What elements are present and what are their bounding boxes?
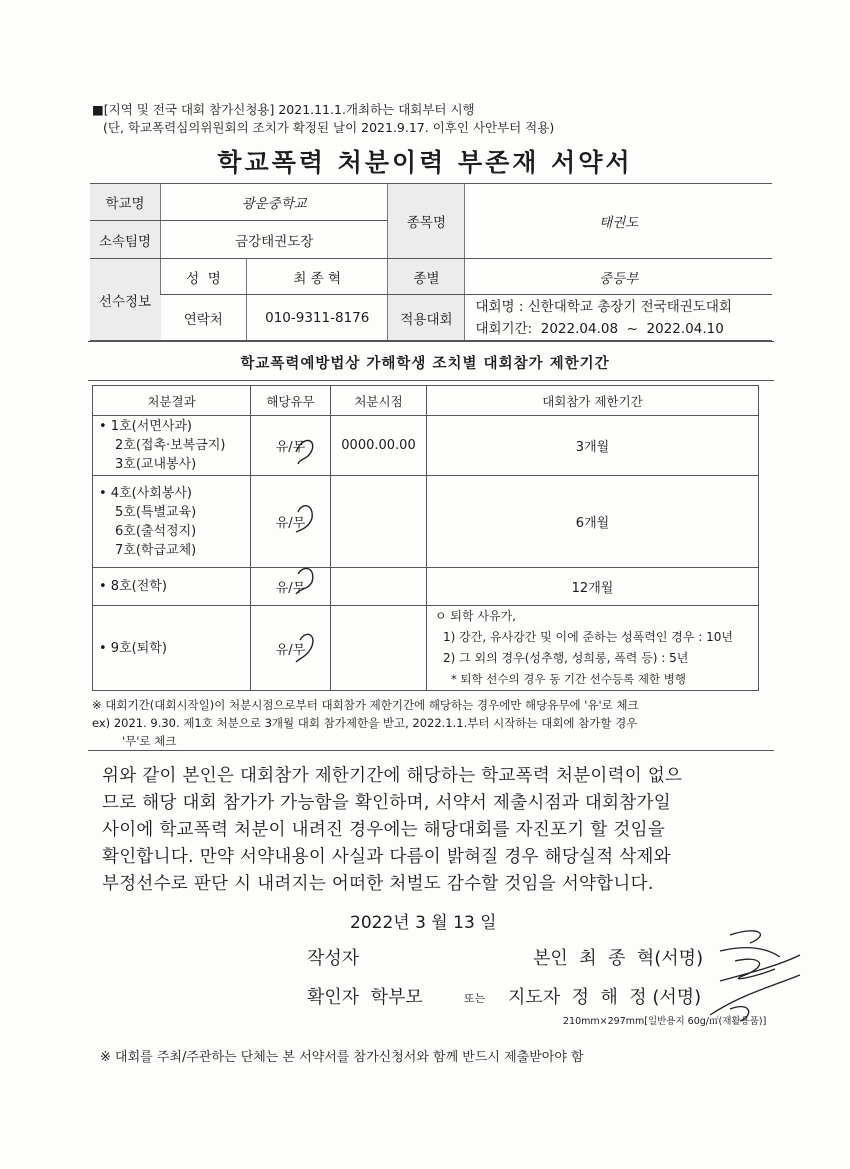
time-cell (331, 476, 427, 568)
sanction-subtitle: 학교폭력예방법상 가해학생 조치별 대회참가 제한기간 (240, 356, 610, 372)
notice-line-2: (단, 학교폭력심의위원회의 조치가 확정된 날이 2021.9.17. 이후인 사안부터 적용) (103, 120, 555, 135)
result-item: 5호(특별교육) (115, 504, 197, 520)
name-value: 최 종 혁 (247, 259, 388, 295)
contact-value: 010-9311-8176 (247, 295, 388, 341)
limit-cell: 3개월 (427, 416, 759, 476)
applicable-cell: 유/무 (251, 476, 331, 568)
division-value: 중등부 (465, 259, 772, 295)
final-note: ※ 대회를 주최/주관하는 단체는 본 서약서를 참가신청서와 함께 반드시 제출받아야 함 (100, 1050, 584, 1065)
sport-label: 종목명 (388, 184, 465, 259)
confirmer-role: 지도자 정 해 정 (서명) (508, 987, 702, 1008)
team-value: 금강태권도장 (161, 221, 388, 259)
school-label: 학교명 (90, 184, 161, 221)
document-title: 학교폭력 처분이력 부존재 서약서 (217, 148, 633, 177)
author-role: 본인 최 종 혁(서명) (533, 948, 704, 969)
event-period: 대회기간: 2022.04.08 ~ 2022.04.10 (475, 320, 724, 337)
time-cell: 0000.00.00 (331, 416, 427, 476)
limit-line: 1) 강간, 유사강간 및 이에 준하는 성폭력인 경우 : 10년 (443, 630, 734, 644)
result-item: 6호(출석정지) (115, 523, 197, 539)
header-time: 처분시점 (331, 386, 427, 416)
result-item: 2호(접촉·보복금지) (115, 438, 226, 453)
result-item: • 4호(사회봉사) (99, 485, 193, 501)
event-name: 대회명 : 신한대학교 총장기 전국태권도대회 (475, 298, 732, 315)
player-info-label: 선수정보 (90, 259, 161, 341)
check-mark (296, 568, 313, 594)
divider-notes (88, 750, 774, 751)
team-label: 소속팀명 (90, 221, 161, 259)
name-label: 성 명 (161, 259, 247, 295)
pledge-line: 부정선수로 판단 시 내려지는 어떠한 처벌도 감수할 것임을 서약합니다. (102, 874, 654, 894)
pledge-date: 2022년 3 월 13 일 (350, 913, 497, 933)
pledge-line: 확인합니다. 만약 서약내용이 사실과 다름이 밝혀질 경우 해당실적 삭제와 (102, 847, 671, 867)
limit-line: * 퇴학 선수의 경우 동 기간 선수등록 제한 병행 (451, 672, 686, 686)
pledge-line: 사이에 학교폭력 처분이 내려진 경우에는 해당대회를 자진포기 할 것임을 (102, 820, 666, 840)
or-text: 또는 (464, 992, 486, 1005)
limit-cell: 6개월 (427, 476, 759, 568)
note-1: ※ 대회기간(대회시작일)이 처분시점으로부터 대회참가 제한기간에 해당하는 경우에만 해당유무에 '유'로 체크 (92, 698, 639, 712)
divider-bottom (88, 380, 774, 381)
player-info-table (90, 183, 772, 341)
applicable-cell: 유/무 (251, 568, 331, 606)
applicable-cell: 유/무 (251, 606, 331, 691)
result-item: 7호(학급교체) (115, 542, 197, 558)
limit-line: ㅇ 퇴학 사유가, (435, 609, 516, 623)
limit-line: 2) 그 외의 경우(성추행, 성희롱, 폭력 등) : 5년 (443, 651, 689, 665)
check-mark (296, 506, 312, 532)
header-result: 처분결과 (93, 386, 251, 416)
note-3: '무'로 체크 (122, 734, 177, 748)
pledge-text (102, 763, 762, 898)
sanction-table (92, 385, 759, 691)
note-2: ex) 2021. 9.30. 제1호 처분으로 3개월 대회 참가제한을 받고, 2022.1.1.부터 시작하는 대회에 참가할 경우 (92, 716, 638, 730)
result-item: • 8호(전학) (99, 579, 167, 594)
paper-spec: 210mm×297mm[일반용지 60g/㎡(재활용품)] (563, 1016, 767, 1027)
division-label: 종별 (388, 259, 465, 295)
check-mark (296, 441, 313, 465)
pledge-line: 므로 해당 대회 참가가 가능함을 확인하며, 서약서 제출시점과 대회참가일 (102, 793, 671, 813)
table-row (93, 606, 759, 691)
event-label: 적용대회 (388, 295, 465, 341)
confirmer-label: 확인자 학부모 (307, 987, 423, 1008)
result-item: 3호(교내봉사) (115, 457, 197, 472)
sport-value: 태권도 (465, 184, 772, 259)
table-row (93, 568, 759, 606)
divider-top (88, 341, 774, 342)
author-label: 작성자 (307, 948, 360, 969)
table-row (93, 416, 759, 476)
school-value: 광운중학교 (161, 184, 388, 221)
header-limit: 대회참가 제한기간 (427, 386, 759, 416)
limit-cell: 12개월 (427, 568, 759, 606)
pledge-line: 위와 같이 본인은 대회참가 제한기간에 해당하는 학교폭력 처분이력이 없으 (102, 766, 683, 786)
notice-line-1: ■[지역 및 전국 대회 참가신청용] 2021.11.1.개최하는 대회부터 시행 (92, 102, 475, 117)
time-cell (331, 568, 427, 606)
table-row (93, 476, 759, 568)
time-cell (331, 606, 427, 691)
check-marks (282, 428, 322, 668)
result-item: • 1호(서면사과) (99, 419, 193, 434)
applicable-cell: 유/무 (251, 416, 331, 476)
header-applicable: 해당유무 (251, 386, 331, 416)
check-mark (296, 634, 313, 662)
contact-label: 연락처 (161, 295, 247, 341)
result-item: • 9호(퇴학) (99, 640, 167, 656)
